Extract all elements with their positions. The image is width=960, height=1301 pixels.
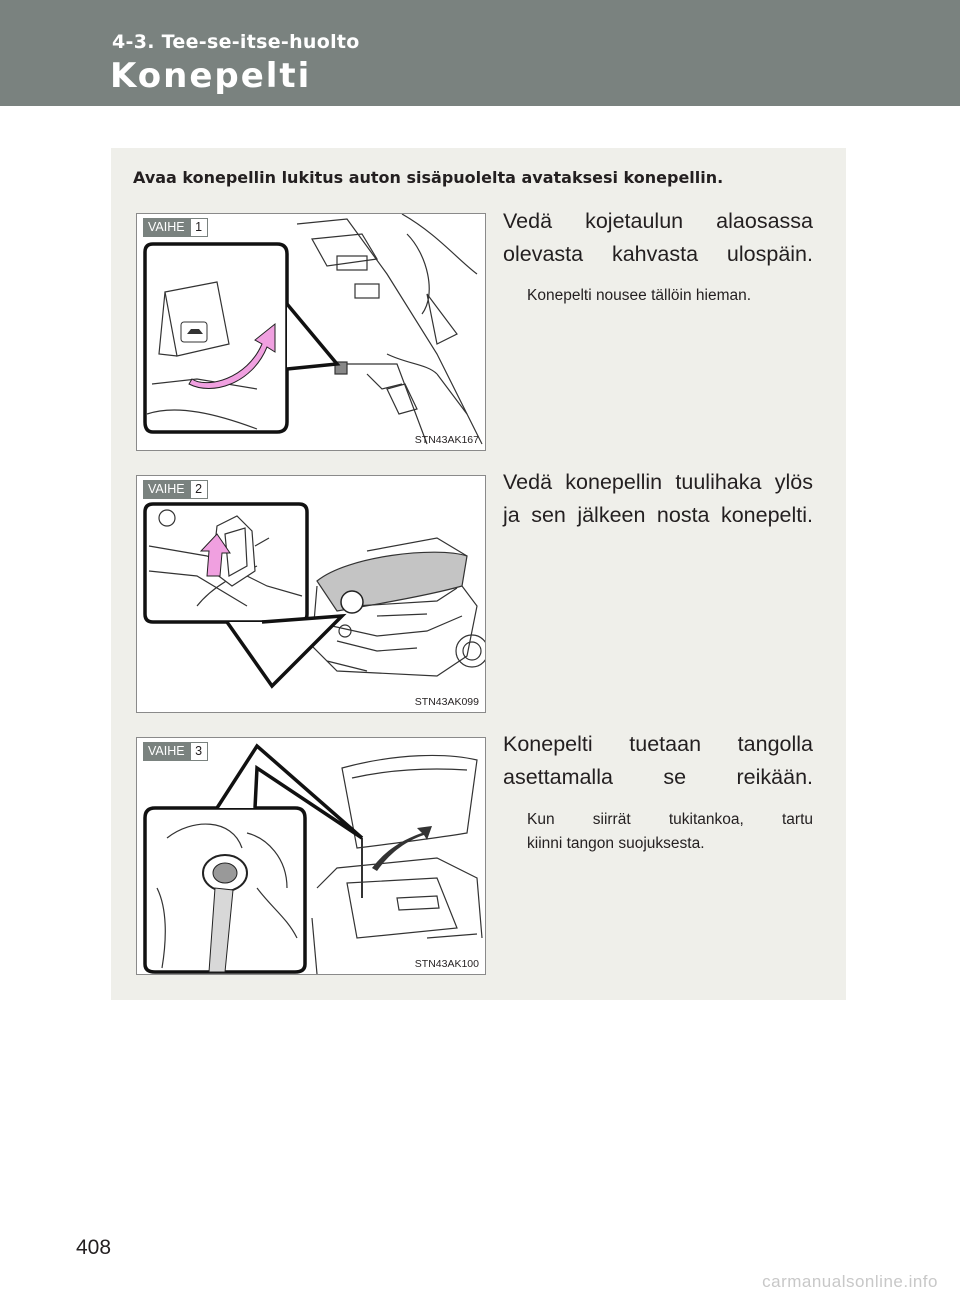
intro-text: Avaa konepellin lukitus auton sisäpuolelta avataksesi konepellin. [133,168,724,187]
step-3-heading-line-1: Konepelti tuetaan tangolla [503,732,813,756]
step-badge-label: VAIHE [143,480,190,499]
step-2-heading-line-2: ja sen jälkeen nosta konepelti. [503,503,813,527]
page-title: Konepelti [110,56,312,96]
header-bar [0,0,960,106]
step-badge-number: 2 [190,480,208,499]
image-code: STN43AK099 [414,696,479,708]
step-1-heading-line-1: Vedä kojetaulun alaosassa [503,209,813,233]
section-title: 4-3. Tee-se-itse-huolto [112,31,360,53]
step-1-heading [503,205,813,271]
step-1-note: Konepelti nousee tällöin hieman. [527,287,752,304]
image-code: STN43AK167 [414,434,479,446]
step-1-illustration [136,213,486,451]
step-2-illustration [136,475,486,713]
step-2-heading [503,466,813,532]
step-badge-label: VAIHE [143,742,190,761]
step-3-badge [143,742,208,761]
step-2-badge [143,480,208,499]
step-2-heading-line-1: Vedä konepellin tuulihaka ylös [503,470,813,494]
hood-support-rod-drawing [137,738,485,974]
step-3-illustration [136,737,486,975]
watermark: carmanualsonline.info [762,1272,938,1291]
step-1-heading-line-2: olevasta kahvasta ulospäin. [503,242,813,266]
step-3-heading-line-2: asettamalla se reikään. [503,765,813,789]
step-3-note-line-1: Kun siirrät tukitankoa, tartu [527,811,813,828]
page-number: 408 [76,1236,112,1259]
step-badge-number: 1 [190,218,208,237]
step-badge-number: 3 [190,742,208,761]
step-3-heading [503,728,813,794]
dashboard-drawing [137,214,485,450]
step-badge-label: VAIHE [143,218,190,237]
step-3-note-line-2: kiinni tangon suojuksesta. [527,835,705,852]
step-3-note [527,808,813,856]
step-1-badge [143,218,208,237]
image-code: STN43AK100 [414,958,479,970]
hood-latch-drawing [137,476,485,712]
